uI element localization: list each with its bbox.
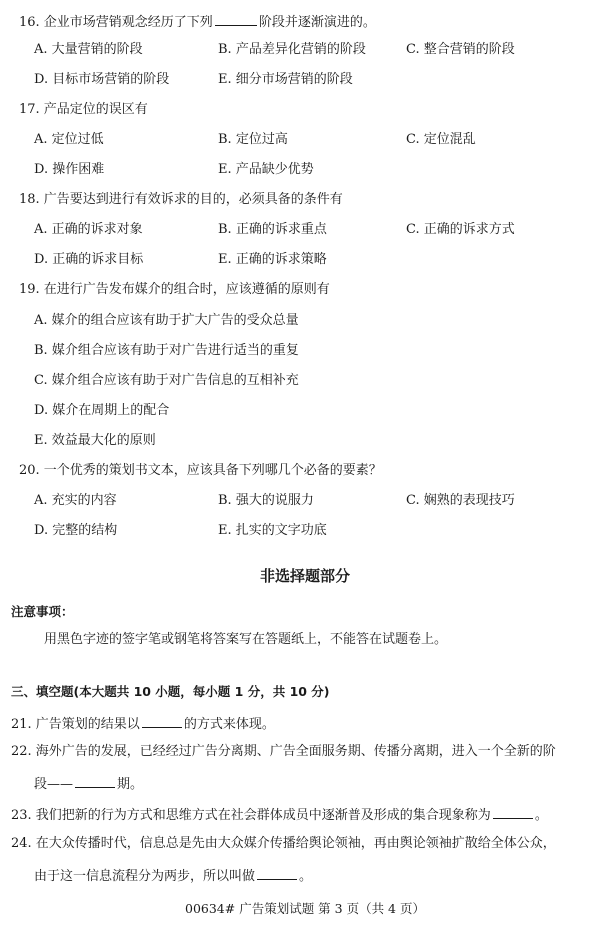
option-16-e: E. 细分市场营销的阶段 <box>218 72 353 87</box>
option-18-a: A. 正确的诉求对象 <box>34 222 143 237</box>
notice-title: 注意事项： <box>11 604 74 619</box>
question-18-stem: 18. 广告要达到进行有效诉求的目的，必须具备的条件有 <box>19 192 343 207</box>
option-18-c: C. 正确的诉求方式 <box>406 222 515 237</box>
option-20-c: C. 娴熟的表现技巧 <box>406 493 515 508</box>
option-19-e: E. 效益最大化的原则 <box>34 433 156 448</box>
answer-blank <box>215 12 257 26</box>
option-16-a: A. 大量营销的阶段 <box>34 42 143 57</box>
option-16-b: B. 产品差异化营销的阶段 <box>218 42 366 57</box>
question-24-stem-start: 由于这一信息流程分为两步，所以叫做 <box>34 869 256 884</box>
part3-title: 三、填空题(本大题共 10 小题，每小题 1 分，共 10 分) <box>11 684 330 699</box>
option-17-e: E. 产品缺少优势 <box>218 162 314 177</box>
option-19-d: D. 媒介在周期上的配合 <box>34 403 170 418</box>
page-footer: 00634# 广告策划试题 第 3 页（共 4 页） <box>185 901 425 916</box>
option-17-a: A. 定位过低 <box>34 132 104 147</box>
question-24-line-2 <box>34 866 312 882</box>
answer-blank <box>257 866 297 880</box>
question-21 <box>11 714 275 730</box>
question-19-stem: 19. 在进行广告发布媒介的组合时，应该遵循的原则有 <box>19 282 330 297</box>
question-17-stem: 17. 产品定位的误区有 <box>19 102 148 117</box>
question-16-stem-start: 16. 企业市场营销观念经历了下列 <box>19 15 213 30</box>
question-16 <box>19 12 376 28</box>
option-18-d: D. 正确的诉求目标 <box>34 252 144 267</box>
option-17-d: D. 操作困难 <box>34 162 105 177</box>
option-16-c: C. 整合营销的阶段 <box>406 42 515 57</box>
option-18-b: B. 正确的诉求重点 <box>218 222 327 237</box>
option-18-e: E. 正确的诉求策略 <box>218 252 327 267</box>
option-17-c: C. 定位混乱 <box>406 132 476 147</box>
question-23-stem-end: 。 <box>534 808 548 823</box>
option-16-d: D. 目标市场营销的阶段 <box>34 72 170 87</box>
option-19-c: C. 媒介组合应该有助于对广告信息的互相补充 <box>34 373 299 388</box>
section-title: 非选择题部分 <box>259 567 350 585</box>
option-20-b: B. 强大的说服力 <box>218 493 314 508</box>
question-24-line-1: 24. 在大众传播时代，信息总是先由大众媒介传播给舆论领袖，再由舆论领袖扩散给全体公众， <box>11 836 556 851</box>
question-16-stem-end: 阶段并逐渐演进的。 <box>258 15 376 30</box>
question-21-stem-start: 21. 广告策划的结果以 <box>11 717 140 732</box>
question-22-line-2 <box>34 774 143 790</box>
question-23 <box>11 805 548 821</box>
answer-blank <box>75 774 115 788</box>
option-20-e: E. 扎实的文字功底 <box>218 523 327 538</box>
question-23-stem: 23. 我们把新的行为方式和思维方式在社会群体成员中逐渐普及形成的集合现象称为 <box>11 808 491 823</box>
question-24-stem-end: 。 <box>299 869 313 884</box>
question-22-stem-start: 段—— <box>34 777 74 792</box>
option-17-b: B. 定位过高 <box>218 132 288 147</box>
option-20-a: A. 充实的内容 <box>34 493 117 508</box>
answer-blank <box>142 714 182 728</box>
option-19-a: A. 媒介的组合应该有助于扩大广告的受众总量 <box>34 313 299 328</box>
question-22-stem-end: 期。 <box>117 777 144 792</box>
notice-text: 用黑色字迹的签字笔或钢笔将答案写在答题纸上，不能答在试题卷上。 <box>44 632 448 647</box>
question-20-stem: 20. 一个优秀的策划书文本，应该具备下列哪几个必备的要素？ <box>19 463 382 478</box>
option-20-d: D. 完整的结构 <box>34 523 118 538</box>
option-19-b: B. 媒介组合应该有助于对广告进行适当的重复 <box>34 343 299 358</box>
answer-blank <box>493 805 533 819</box>
question-22-line-1: 22. 海外广告的发展，已经经过广告分离期、广告全面服务期、传播分离期，进入一个全新的阶 <box>11 744 556 759</box>
question-21-stem-end: 的方式来体现。 <box>183 717 275 732</box>
